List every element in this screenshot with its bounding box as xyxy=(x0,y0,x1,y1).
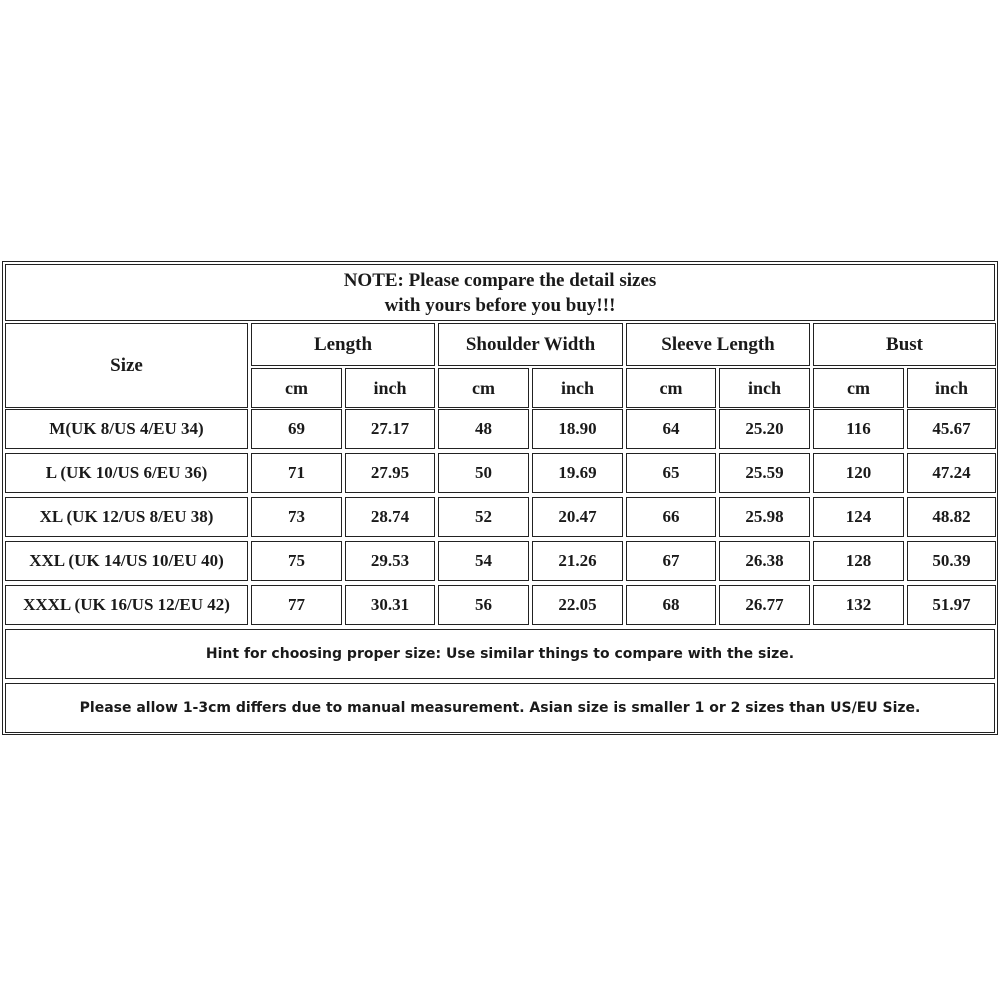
table-cell: 64 xyxy=(626,409,716,449)
hint-text: Hint for choosing proper size: Use similar things to compare with the size. xyxy=(5,629,995,679)
note-line-1: NOTE: Please compare the detail sizes xyxy=(343,269,657,291)
table-cell: 56 xyxy=(438,585,529,625)
table-cell: 21.26 xyxy=(532,541,623,581)
measure-group-header: Bust xyxy=(813,323,996,366)
measure-group-header: Sleeve Length xyxy=(626,323,810,366)
table-cell: 66 xyxy=(626,497,716,537)
unit-header: cm xyxy=(251,368,342,408)
unit-header: cm xyxy=(813,368,904,408)
table-cell: 18.90 xyxy=(532,409,623,449)
size-chart xyxy=(2,261,998,735)
table-cell: 52 xyxy=(438,497,529,537)
size-column-header: Size xyxy=(5,323,248,408)
table-cell: 116 xyxy=(813,409,904,449)
table-cell: 128 xyxy=(813,541,904,581)
table-cell: 27.95 xyxy=(345,453,435,493)
table-cell: 26.38 xyxy=(719,541,810,581)
table-cell: 65 xyxy=(626,453,716,493)
table-cell: 54 xyxy=(438,541,529,581)
table-cell: 26.77 xyxy=(719,585,810,625)
table-cell: 69 xyxy=(251,409,342,449)
table-cell: 48 xyxy=(438,409,529,449)
measure-group-header: Shoulder Width xyxy=(438,323,623,366)
table-cell: 20.47 xyxy=(532,497,623,537)
table-cell: 25.59 xyxy=(719,453,810,493)
table-cell: 48.82 xyxy=(907,497,996,537)
table-cell: 71 xyxy=(251,453,342,493)
table-cell: 51.97 xyxy=(907,585,996,625)
table-cell: 68 xyxy=(626,585,716,625)
table-cell: 25.20 xyxy=(719,409,810,449)
table-cell: 67 xyxy=(626,541,716,581)
size-label: XXL (UK 14/US 10/EU 40) xyxy=(5,541,248,581)
unit-header: inch xyxy=(907,368,996,408)
note-banner xyxy=(5,264,995,321)
table-cell: 30.31 xyxy=(345,585,435,625)
table-cell: 27.17 xyxy=(345,409,435,449)
measure-group-header: Length xyxy=(251,323,435,366)
table-cell: 25.98 xyxy=(719,497,810,537)
table-cell: 73 xyxy=(251,497,342,537)
unit-header: cm xyxy=(626,368,716,408)
table-cell: 19.69 xyxy=(532,453,623,493)
table-cell: 75 xyxy=(251,541,342,581)
table-cell: 29.53 xyxy=(345,541,435,581)
table-cell: 77 xyxy=(251,585,342,625)
table-cell: 22.05 xyxy=(532,585,623,625)
table-cell: 124 xyxy=(813,497,904,537)
unit-header: cm xyxy=(438,368,529,408)
size-label: XXXL (UK 16/US 12/EU 42) xyxy=(5,585,248,625)
size-label: L (UK 10/US 6/EU 36) xyxy=(5,453,248,493)
note-line-2: with yours before you buy!!! xyxy=(384,294,616,316)
unit-header: inch xyxy=(532,368,623,408)
size-label: M(UK 8/US 4/EU 34) xyxy=(5,409,248,449)
table-cell: 47.24 xyxy=(907,453,996,493)
unit-header: inch xyxy=(719,368,810,408)
table-cell: 132 xyxy=(813,585,904,625)
size-label: XL (UK 12/US 8/EU 38) xyxy=(5,497,248,537)
table-cell: 50.39 xyxy=(907,541,996,581)
table-cell: 120 xyxy=(813,453,904,493)
table-cell: 28.74 xyxy=(345,497,435,537)
measurement-note: Please allow 1-3cm differs due to manual measurement. Asian size is smaller 1 or 2 sizes than US/EU Size. xyxy=(5,683,995,733)
unit-header: inch xyxy=(345,368,435,408)
table-cell: 50 xyxy=(438,453,529,493)
table-cell: 45.67 xyxy=(907,409,996,449)
